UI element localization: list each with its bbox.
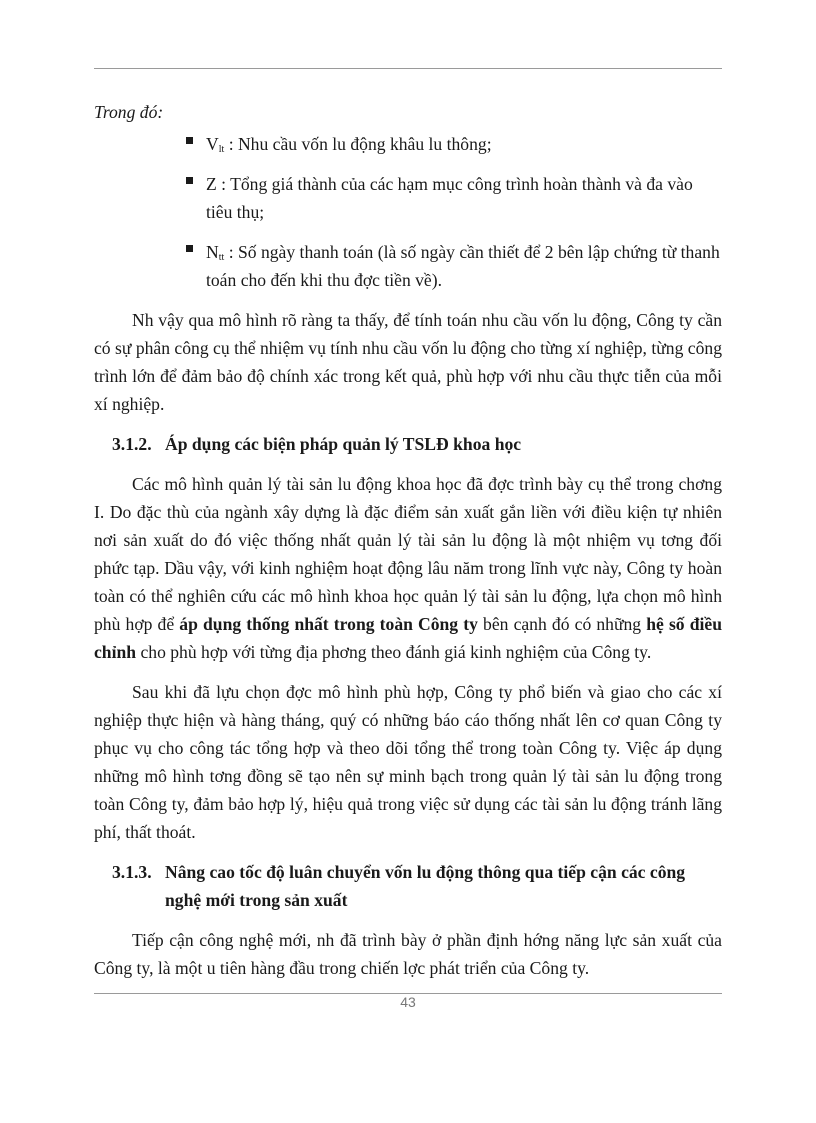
header-rule bbox=[94, 68, 722, 69]
intro-label: Trong đó: bbox=[94, 102, 164, 122]
section-heading-3-1-2 bbox=[112, 430, 722, 458]
paragraph-new-technology: Tiếp cận công nghệ mới, nh đã trình bày ở phần định hớng năng lực sản xuất của Công ty, là một u tiên hàng đầu trong chiến lợc phát triển của Công ty. bbox=[94, 930, 722, 978]
definition-symbol: Z bbox=[206, 174, 217, 194]
definition-symbol: V bbox=[206, 134, 219, 154]
definition-list bbox=[94, 130, 722, 294]
definition-subscript: lt bbox=[218, 144, 225, 155]
section-heading-3-1-3 bbox=[112, 858, 722, 914]
definition-text: : Số ngày thanh toán (là số ngày cần thiết để 2 bên lập chứng từ thanh toán cho đến khi thu đợc tiền về). bbox=[206, 242, 720, 290]
paragraph-text: bên cạnh đó có những bbox=[477, 614, 647, 634]
bold-phrase: hệ số điều chỉnh bbox=[94, 614, 722, 662]
section-title: Nâng cao tốc độ luân chuyển vốn lu động thông qua tiếp cận các công nghệ mới trong sản xuất bbox=[165, 862, 686, 910]
page-body bbox=[94, 98, 722, 994]
paragraph-text: cho phù hợp với từng địa phơng theo đánh giá kinh nghiệm của Công ty. bbox=[136, 642, 652, 662]
section-number: 3.1.2. bbox=[112, 434, 152, 454]
paragraph-management-models bbox=[94, 470, 722, 666]
definition-text: : Tổng giá thành của các hạm mục công trình hoàn thành và đa vào tiêu thụ; bbox=[206, 174, 693, 222]
definition-symbol: N bbox=[206, 242, 219, 262]
page-number: 43 bbox=[400, 994, 416, 1010]
square-bullet-icon bbox=[186, 177, 193, 184]
definition-text: : Nhu cầu vốn lu động khâu lu thông; bbox=[228, 134, 492, 154]
paragraph-text: Các mô hình quản lý tài sản lu động khoa học đã đợc trình bày cụ thể trong chơng I. Do đặc thù của ngành xây dựng là đặc điểm sản xuất gắn liền với điều kiện tự nhiên nơi sản xuất do đó việc thống nhất quản lý tài sản lu động là một nhiệm vụ tơng đối phức tạp. Dầu vậy, với kinh nghiệm hoạt động lâu năm trong lĩnh vực này, Công ty hoàn toàn có thể nghiên cứu các mô hình khoa học quản lý tài sản lu động, lựa chọn mô hình phù hợp để bbox=[94, 474, 722, 634]
definition-subscript: tt bbox=[218, 252, 225, 263]
definition-item bbox=[206, 130, 722, 158]
square-bullet-icon bbox=[186, 245, 193, 252]
definition-item bbox=[206, 170, 722, 226]
square-bullet-icon bbox=[186, 137, 193, 144]
section-number: 3.1.3. bbox=[112, 862, 152, 882]
bold-phrase: áp dụng thống nhất trong toàn Công ty bbox=[179, 614, 478, 634]
paragraph-model-conclusion: Nh vậy qua mô hình rõ ràng ta thấy, để tính toán nhu cầu vốn lu động, Công ty cần có sự phân công cụ thể nhiệm vụ tính nhu cầu vốn lu động cho từng xí nghiệp, từng công trình lớn để đảm bảo độ chính xác trong kết quả, phù hợp với nhu cầu thực tiễn của mỗi xí nghiệp. bbox=[94, 310, 722, 414]
paragraph-implementation: Sau khi đã lựu chọn đợc mô hình phù hợp, Công ty phổ biến và giao cho các xí nghiệp thực hiện và hàng tháng, quý có những báo cáo thống nhất lên cơ quan Công ty phục vụ cho công tác tổng hợp và theo dõi tổng thể trong toàn Công ty. Việc áp dụng những mô hình tơng đồng sẽ tạo nên sự minh bạch trong quản lý tài sản lu động trong toàn Công ty, đảm bảo hợp lý, hiệu quả trong việc sử dụng các tài sản lu động tránh lãng phí, thất thoát. bbox=[94, 682, 722, 842]
section-title: Áp dụng các biện pháp quản lý TSLĐ khoa học bbox=[165, 434, 522, 454]
definition-item bbox=[206, 238, 722, 294]
